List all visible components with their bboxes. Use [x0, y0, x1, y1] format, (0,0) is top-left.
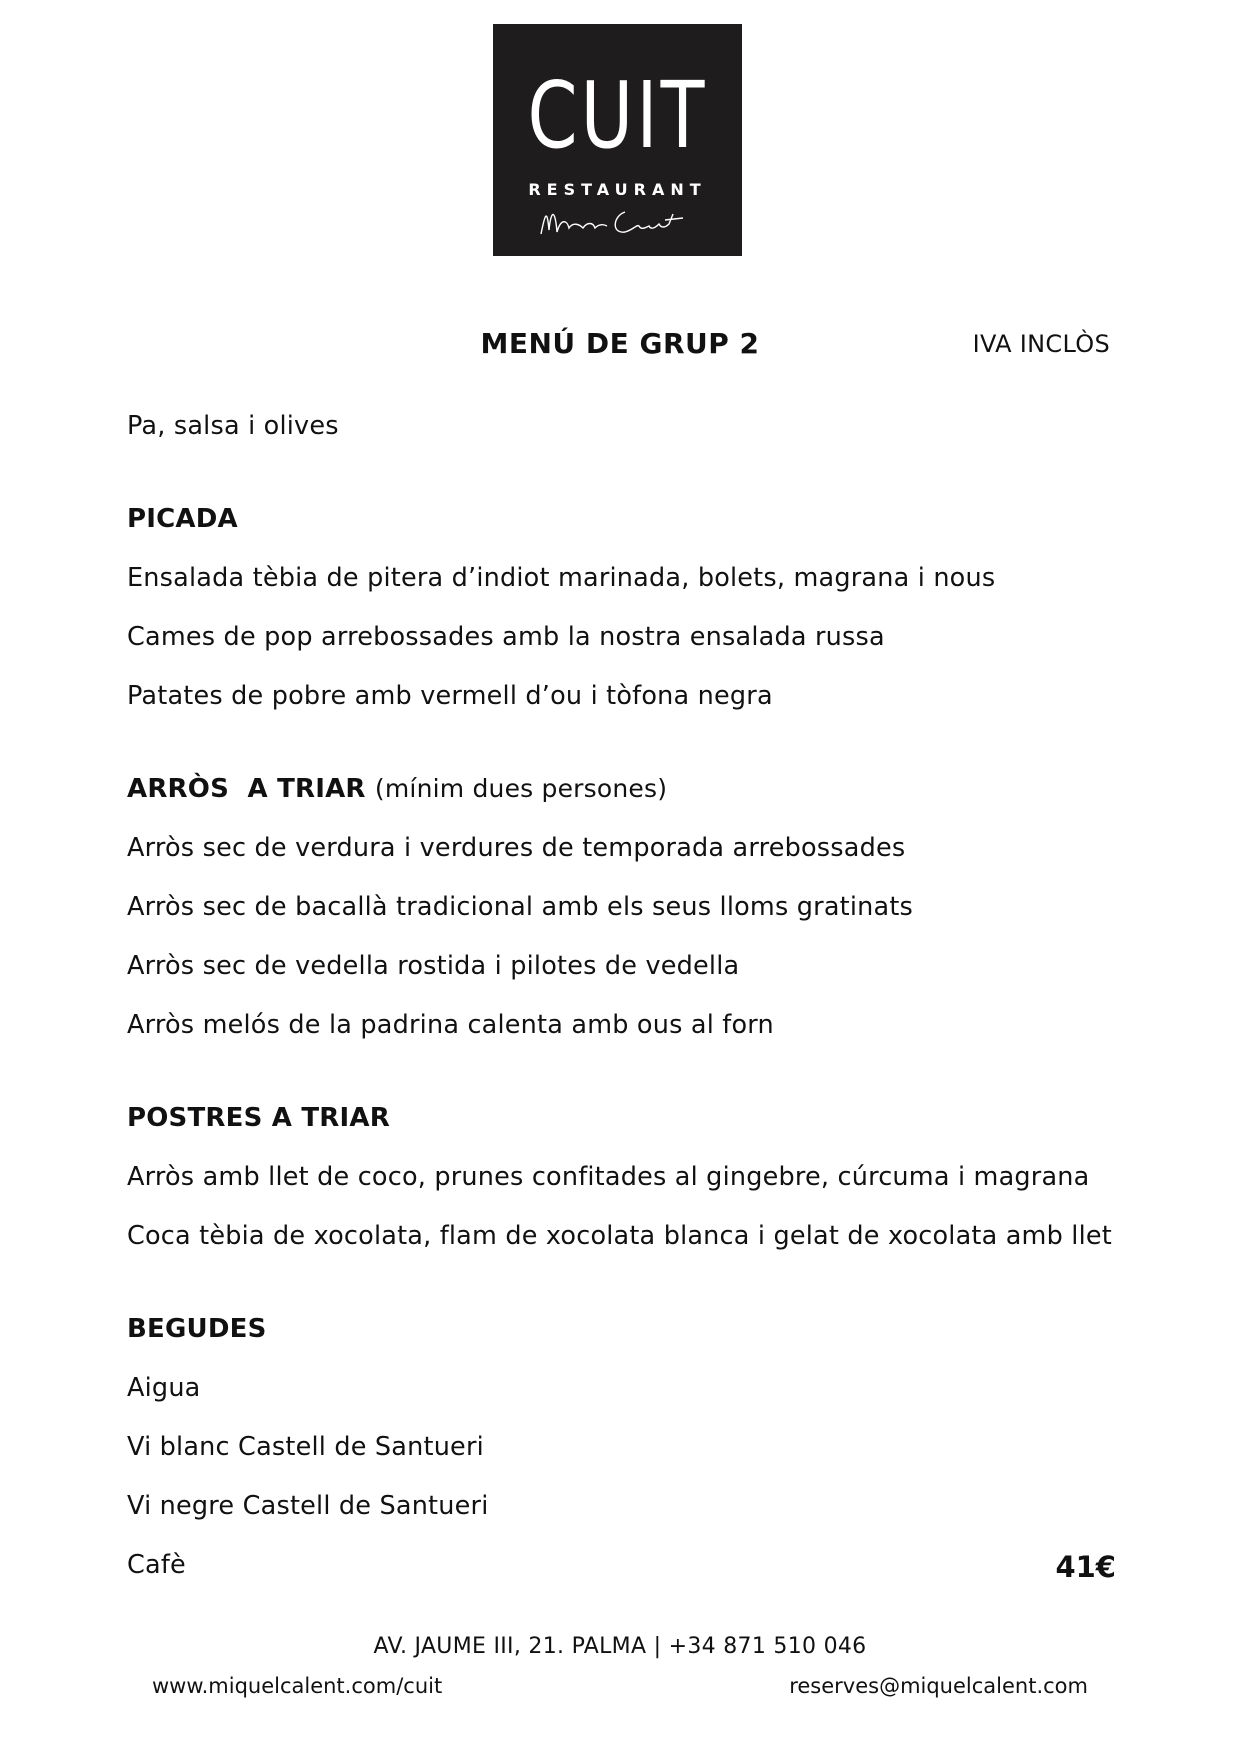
list-item: Cames de pop arrebossades amb la nostra ensalada russa	[127, 622, 885, 652]
section-heading-postres: POSTRES A TRIAR	[127, 1103, 390, 1133]
section-heading-picada: PICADA	[127, 504, 238, 534]
section-heading-arros-label: ARRÒS A TRIAR	[127, 774, 366, 804]
intro-line: Pa, salsa i olives	[127, 411, 339, 441]
menu-title: MENÚ DE GRUP 2	[480, 327, 760, 360]
tax-note: IVA INCLÒS	[972, 330, 1110, 358]
list-item: Cafè	[127, 1550, 186, 1580]
list-item: Vi blanc Castell de Santueri	[127, 1432, 484, 1462]
footer-email-link[interactable]: reserves@miquelcalent.com	[789, 1674, 1088, 1698]
section-note-arros: (mínim dues persones)	[374, 774, 668, 803]
list-item: Vi negre Castell de Santueri	[127, 1491, 489, 1521]
list-item: Arròs sec de bacallà tradicional amb els seus lloms gratinats	[127, 892, 914, 922]
section-heading-arros	[127, 774, 667, 804]
restaurant-logo	[493, 24, 742, 256]
list-item: Arròs amb llet de coco, prunes confitades al gingebre, cúrcuma i magrana	[127, 1162, 1090, 1192]
list-item: Arròs sec de vedella rostida i pilotes de vedella	[127, 951, 740, 981]
list-item: Ensalada tèbia de pitera d’indiot marinada, bolets, magrana i nous	[127, 563, 996, 593]
footer-website-link[interactable]: www.miquelcalent.com/cuit	[152, 1674, 443, 1698]
list-item: Coca tèbia de xocolata, flam de xocolata blanca i gelat de xocolata amb llet	[127, 1221, 1112, 1251]
section-heading-begudes: BEGUDES	[127, 1314, 267, 1344]
list-item: Arròs melós de la padrina calenta amb ous al forn	[127, 1010, 774, 1040]
logo-subtitle: RESTAURANT	[528, 180, 707, 199]
signature-mark	[533, 200, 703, 244]
menu-price: 41€	[1055, 1550, 1116, 1584]
list-item: Arròs sec de verdura i verdures de temporada arrebossades	[127, 833, 906, 863]
footer-address: AV. JAUME III, 21. PALMA | +34 871 510 046	[373, 1634, 867, 1659]
list-item: Aigua	[127, 1373, 201, 1403]
logo-name: CUIT	[527, 62, 708, 169]
list-item: Patates de pobre amb vermell d’ou i tòfona negra	[127, 681, 773, 711]
